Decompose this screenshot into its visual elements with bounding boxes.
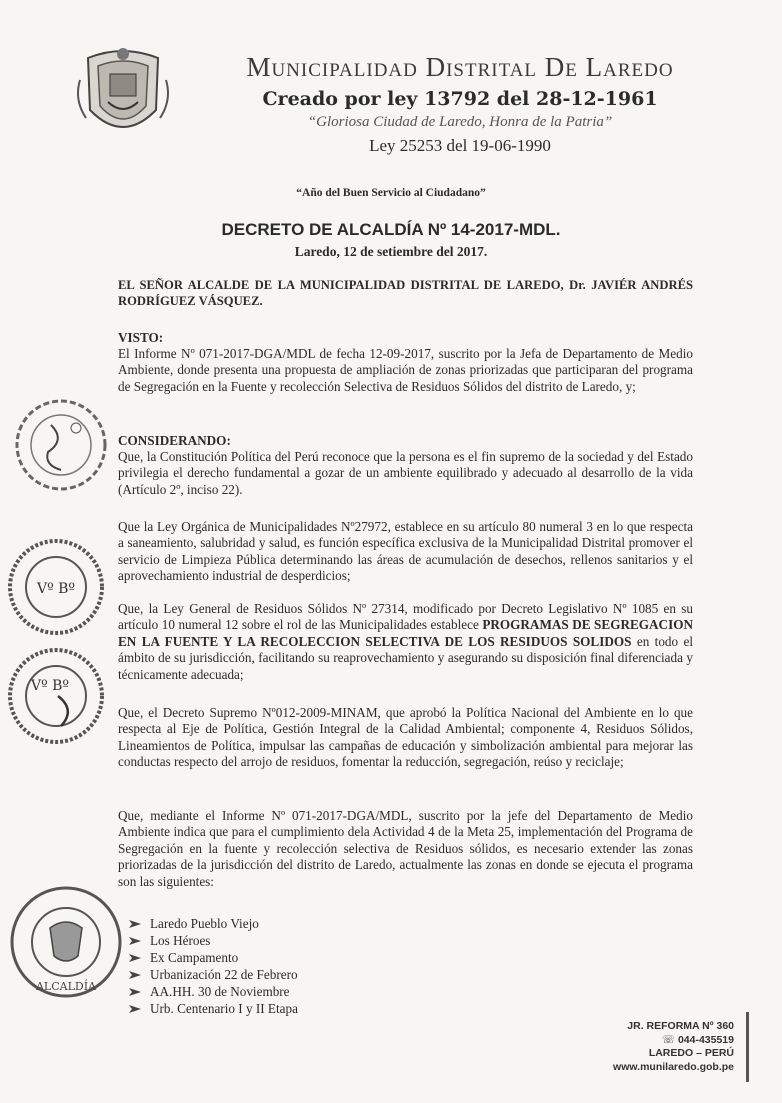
footer-phone: 044-435519 <box>677 1033 734 1046</box>
list-item <box>128 983 298 1000</box>
arrow-bullet-icon <box>128 919 142 929</box>
vb-stamp-icon <box>6 535 116 645</box>
footer-divider <box>746 1012 749 1082</box>
municipality-title: Municipalidad Distrital De Laredo <box>246 52 674 82</box>
alcaldia-stamp-icon <box>4 880 128 1004</box>
decree-title: DECRETO DE ALCALDÍA Nº 14-2017-MDL. <box>221 220 561 239</box>
zone-label: Urb. Centenario I y II Etapa <box>150 1001 298 1016</box>
vb-stamp-text: Vº Bº <box>30 678 70 694</box>
vb-stamp-icon <box>6 640 116 750</box>
arrow-bullet-icon <box>128 936 142 946</box>
list-item <box>128 1000 298 1017</box>
mayor-line: EL SEÑOR ALCALDE DE LA MUNICIPALIDAD DISTRITAL DE LAREDO, Dr. JAVIÉR ANDRÉS RODRÍGUEZ VÁSQUEZ. <box>118 278 693 309</box>
zone-label: Laredo Pueblo Viejo <box>150 916 259 931</box>
visto-paragraph: El Informe Nº 071-2017-DGA/MDL de fecha 12-09-2017, suscrito por la Jefa de Departamento de Medio Ambiente, donde presenta una propuesta de ampliación de zonas priorizadas que participaran del programa de Segregación en la Fuente y recolección Selectiva de Residuos Sólidos del distrito de Laredo, y; <box>118 346 693 394</box>
considerando-paragraph-2: Que la Ley Orgánica de Municipalidades Nº27972, establece en su artículo 80 numeral 3 en lo que respecta a saneamiento, salubridad y salud, es función específica exclusiva de la Municipalidad Distrital promover el servicio de Limpieza Pública determinando las áreas de acumulación de desechos, rellenos sanitarios y el aprovechamiento industrial de desperdicios; <box>118 519 693 584</box>
footer-website[interactable]: www.munilaredo.gob.pe <box>613 1060 734 1073</box>
arrow-bullet-icon <box>128 970 142 980</box>
paragraph-3-programs: PROGRAMAS DE SEGREGACION EN LA FUENTE Y LA RECOLECCION SELECTIVA DE LOS RESIDUOS SOLIDOS <box>118 617 693 649</box>
zone-label: Los Héroes <box>150 933 211 948</box>
city-motto: “Gloriosa Ciudad de Laredo, Honra de la Patria” <box>307 114 613 130</box>
year-motto: “Año del Buen Servicio al Ciudadano” <box>296 187 486 199</box>
decree-date: Laredo, 12 de setiembre del 2017. <box>294 244 488 259</box>
list-item <box>128 966 298 983</box>
paragraph-3-end: en todo el ámbito de su jurisdicción, facilitando su reaprovechamiento y asegurando su disposición final diferenciada y técnicamente adecuada; <box>118 633 693 682</box>
law-reference: Ley 25253 del 19-06-1990 <box>369 136 551 155</box>
alcaldia-stamp-text: ALCALDÍA <box>35 980 97 993</box>
footer-city: LAREDO – PERÚ <box>648 1047 734 1059</box>
considerando-paragraph-3 <box>118 601 693 683</box>
zone-label: AA.HH. 30 de Noviembre <box>150 984 290 999</box>
zones-list <box>128 915 298 1017</box>
zone-label: Ex Campamento <box>150 950 239 965</box>
vb-stamp-text: Vº Bº <box>36 581 76 597</box>
considerando-heading: CONSIDERANDO: <box>118 433 231 448</box>
footer-contact <box>613 1020 734 1074</box>
list-item <box>128 915 298 932</box>
zone-label: Urbanización 22 de Febrero <box>150 967 298 982</box>
visto-heading: VISTO: <box>118 330 164 345</box>
paragraph-3-intro: Que, la Ley General de Residuos Sólidos Nº 27314, modificado por Decreto Legislativo Nº 1085 en su artículo 10 numeral 12 sobre el rol de las Municipalidades establece <box>118 601 693 633</box>
arrow-bullet-icon <box>128 987 142 997</box>
considerando-paragraph-1: Que, la Constitución Política del Perú reconoce que la persona es el fin supremo de la sociedad y del Estado privilegia el derecho fundamental a gozar de un ambiente equilibrado y adecuado al desarrollo de la vida (Artículo 2º, inciso 22). <box>118 449 693 497</box>
considerando-paragraph-4: Que, el Decreto Supremo Nº012-2009-MINAM, que aprobó la Política Nacional del Ambiente en lo que respecta al Eje de Política, Gestión Integral de la Calidad Ambiental; componente 4, Residuos Sólidos, Lineamientos de Política, impulsar las campañas de educación y simbolización ambiental para mejorar las conductas respecto del arrojo de residuos, fomentar la reducción, segregación, reúso y reciclaje; <box>118 705 693 770</box>
phone-icon: ☏ <box>661 1033 678 1046</box>
list-item <box>128 932 298 949</box>
signature-stamp-icon <box>6 390 116 500</box>
considerando-paragraph-5: Que, mediante el Informe Nº 071-2017-DGA/MDL, suscrito por la jefe del Departamento de Medio Ambiente indica que para el cumplimiento dela Actividad 4 de la Meta 25, implementación del Programa de Segregación en la fuente y recolección selectiva de Residuos sólidos, es necesario extender las zonas priorizadas de la jurisdicción del distrito de Laredo, actualmente las zonas en donde se ejecuta el programa son las siguientes: <box>118 808 693 889</box>
list-item <box>128 949 298 966</box>
creation-law: Creado por ley 13792 del 28-12-1961 <box>262 88 658 110</box>
footer-phone-row <box>613 1034 734 1048</box>
arrow-bullet-icon <box>128 1004 142 1014</box>
footer-address: JR. REFORMA Nº 360 <box>627 1020 734 1032</box>
arrow-bullet-icon <box>128 953 142 963</box>
